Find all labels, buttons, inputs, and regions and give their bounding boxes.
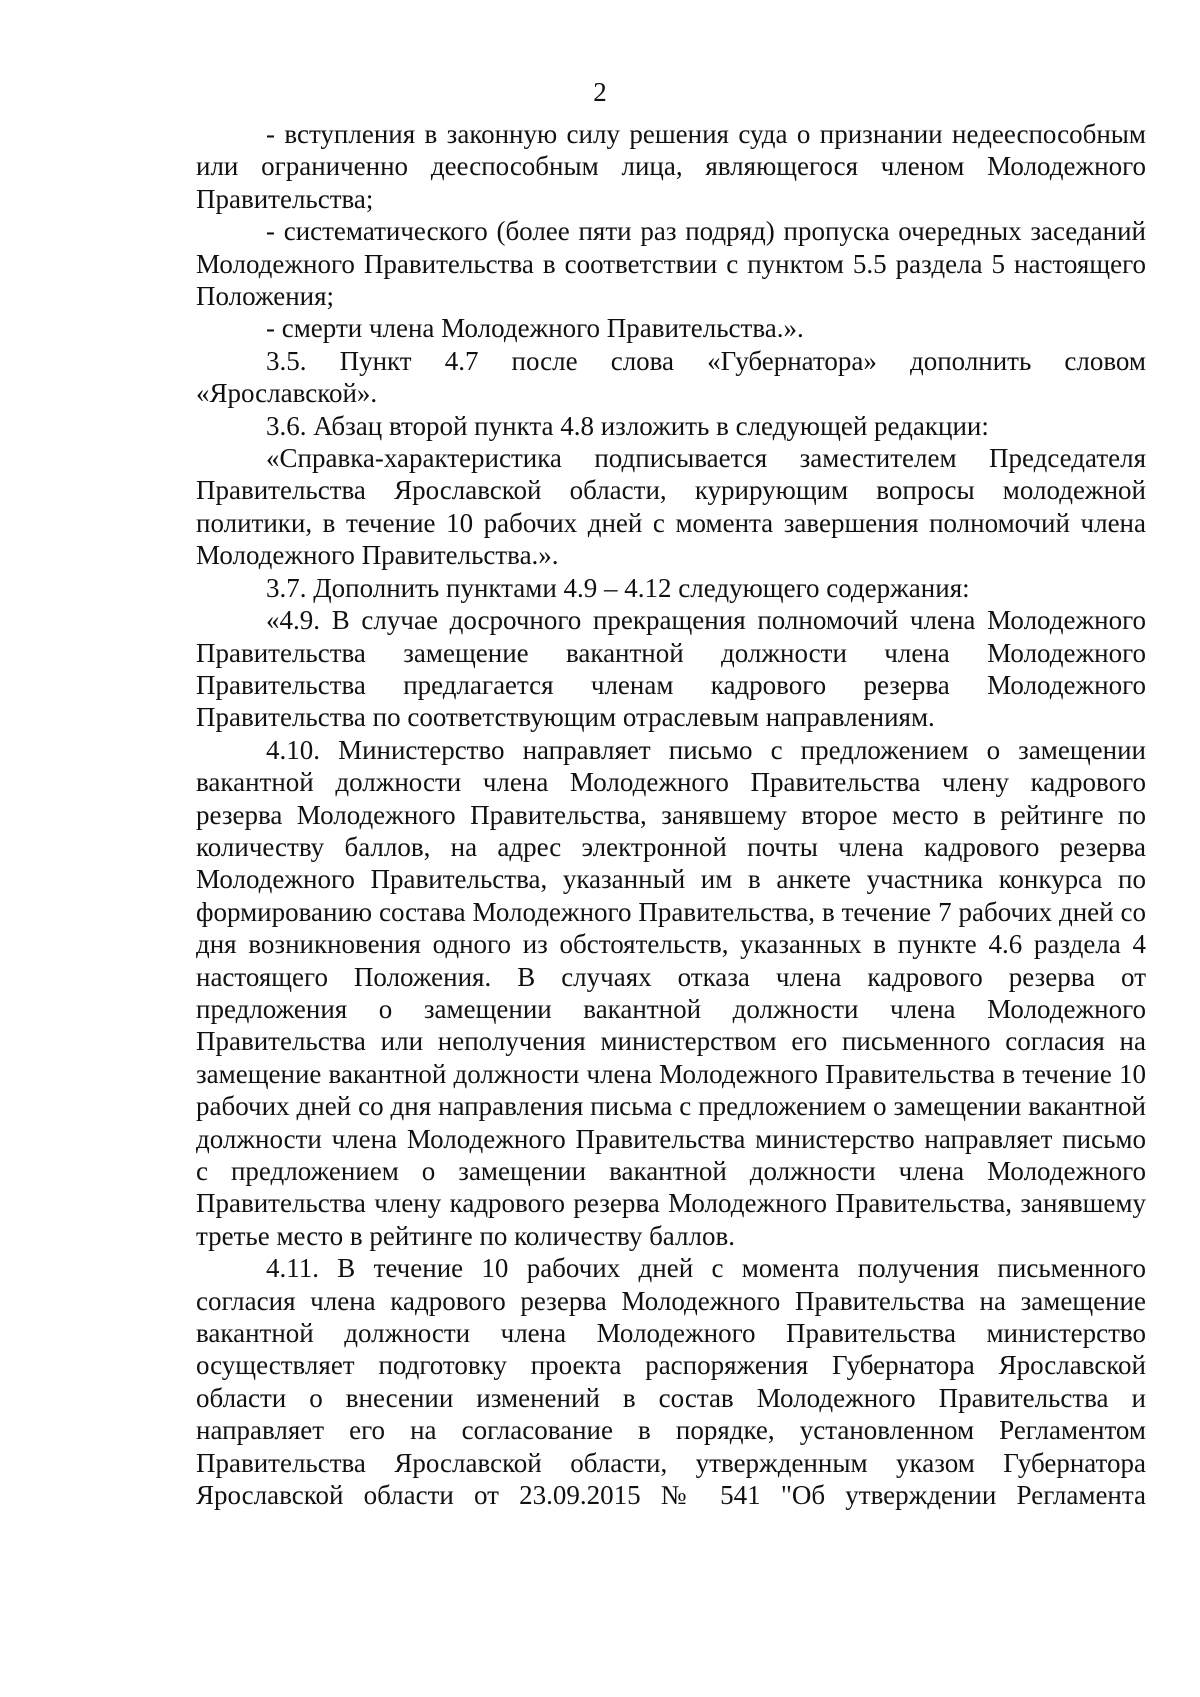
paragraph-reference-letter: «Справка-характеристика подписывается заместителем Председателя Правительства Ярославской области, курирующим вопросы молодежной политики, в течение 10 рабочих дней с момента завершения полномочий члена Молодежного Правительства.». [196, 443, 1146, 571]
paragraph-absence: - систематического (более пяти раз подряд) пропуска очередных заседаний Молодежного Правительства в соответствии с пунктом 5.5 раздела 5 настоящего Положения; [196, 216, 1146, 312]
paragraph-death: - смерти члена Молодежного Правительства.». [266, 313, 804, 344]
paragraph-4-11: 4.11. В течение 10 рабочих дней с момента получения письменного согласия члена кадрового резерва Молодежного Правительства на замещение вакантной должности члена Молодежного Правительства министерство осуществляет подготовку проекта распоряжения Губернатора Ярославской области о внесении изменений в состав Молодежного Правительства и направляет его на согласование в порядке, установленном Регламентом Правительства Ярославской области, утвержденным указом Губернатора Ярославской области от 23.09.2015 № 541 "Об утверждении Регламента [196, 1253, 1146, 1511]
paragraph-3-5: 3.5. Пункт 4.7 после слова «Губернатора» дополнить словом «Ярославской». [196, 345, 1146, 409]
paragraph-3-6: 3.6. Абзац второй пункта 4.8 изложить в следующей редакции: [266, 410, 989, 441]
document-body [196, 118, 1146, 1511]
paragraph-4-9: «4.9. В случае досрочного прекращения полномочий члена Молодежного Правительства замещение вакантной должности члена Молодежного Правительства предлагается членам кадрового резерва Молодежного Правительства по соответствующим отраслевым направлениям. [196, 605, 1146, 733]
page-number: 2 [593, 77, 607, 107]
paragraph-4-10: 4.10. Министерство направляет письмо с предложением о замещении вакантной должности члена Молодежного Правительства члену кадрового резерва Молодежного Правительства, занявшему второе место в рейтинге по количеству баллов, на адрес электронной почты члена кадрового резерва Молодежного Правительства, указанный им в анкете участника конкурса по формированию состава Молодежного Правительства, в течение 7 рабочих дней со дня возникновения одного из обстоятельств, указанных в пункте 4.6 раздела 4 настоящего Положения. В случаях отказа члена кадрового резерва от предложения о замещении вакантной должности члена Молодежного Правительства или неполучения министерством его письменного согласия на замещение вакантной должности члена Молодежного Правительства в течение 10 рабочих дней со дня направления письма с предложением о замещении вакантной должности члена Молодежного Правительства министерство направляет письмо с предложением о замещении вакантной должности члена Молодежного Правительства члену кадрового резерва Молодежного Правительства, занявшему третье место в рейтинге по количеству баллов. [196, 734, 1146, 1251]
paragraph-3-7: 3.7. Дополнить пунктами 4.9 – 4.12 следующего содержания: [266, 572, 970, 603]
paragraph-incapacity: - вступления в законную силу решения суда о признании недееспособным или ограниченно дееспособным лица, являющегося членом Молодежного Правительства; [196, 119, 1146, 214]
